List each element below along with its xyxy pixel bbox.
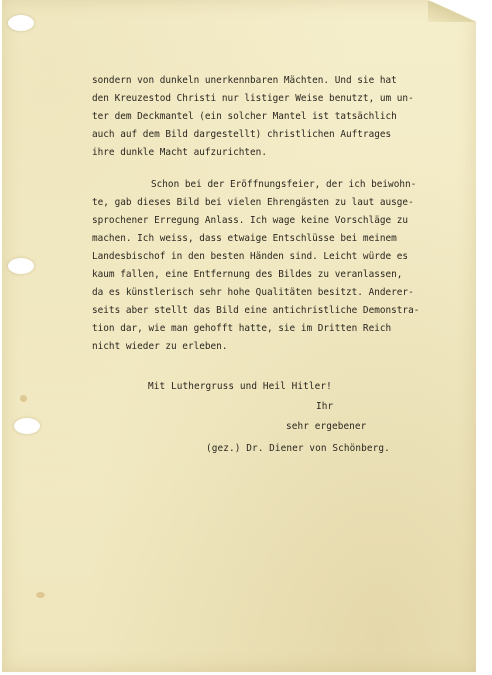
text-line: sondern von dunkeln unerkennbaren Mächten. Und sie hat [92,75,397,86]
rust-spot [20,395,27,402]
punch-hole-lower [14,418,40,434]
text-line: sprochener Erregung Anlass. Ich wage keine Vorschläge zu [92,215,409,226]
text-line: tion dar, wie man gehofft hatte, sie im Dritten Reich [92,323,392,334]
closing-ihr: Ihr [316,401,334,412]
text-line: seits aber stellt das Bild eine antichristliche Demonstra- [92,305,420,316]
punch-hole-top [8,15,34,31]
text-line: ihre dunkle Macht aufzurichten. [92,147,267,158]
punch-hole-middle [8,258,34,274]
text-line: Landesbischof in den besten Händen sind. Leicht würde es [92,251,409,262]
closing-greeting: Mit Luthergruss und Heil Hitler! [148,381,332,392]
text-line: kaum fallen, eine Entfernung des Bildes zu veranlassen, [92,269,403,280]
text-line: nicht wieder zu erleben. [92,341,228,352]
text-line: machen. Ich weiss, dass etwaige Entschlüsse bei meinem [92,233,397,244]
text-line: ter dem Deckmantel (ein solcher Mantel ist tatsächlich [92,111,397,122]
text-line: den Kreuzestod Christi nur listiger Weise benutzt, um un- [92,93,414,104]
text-line: auch auf dem Bild dargestellt) christlichen Auftrages [92,129,392,140]
closing-ergebener: sehr ergebener [286,421,367,432]
paragraph-2 [92,176,472,356]
rust-spot [36,592,45,598]
paragraph-1 [92,72,472,162]
text-line: Schon bei der Eröffnungsfeier, der ich beiwohn- [151,179,417,190]
text-line: te, gab dieses Bild bei vielen Ehrengästen zu laut ausge- [92,197,414,208]
signature: (gez.) Dr. Diener von Schönberg. [206,443,390,454]
text-line: da es künstlerisch sehr hohe Qualitäten besitzt. Anderer- [92,287,414,298]
